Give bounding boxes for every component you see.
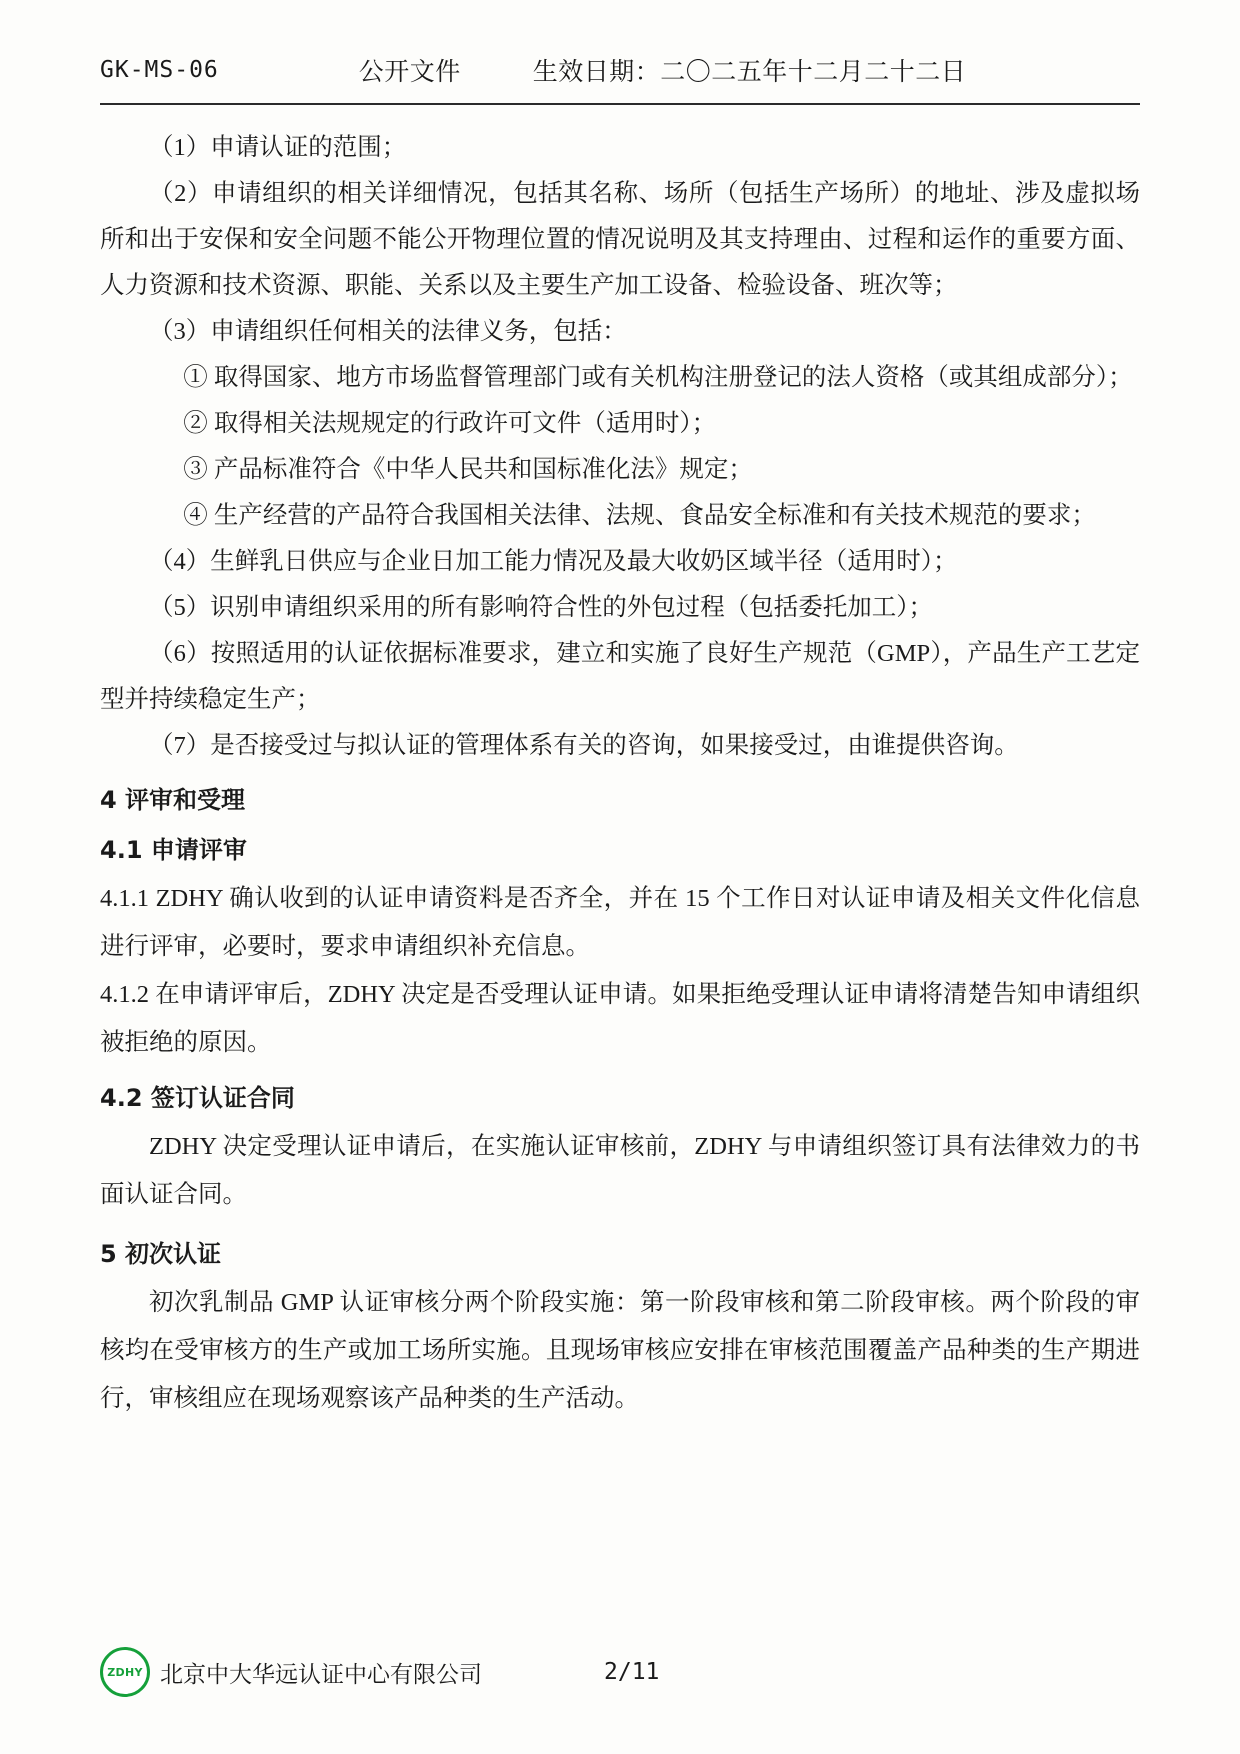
list-item: （2）申请组织的相关详细情况，包括其名称、场所（包括生产场所）的地址、涉及虚拟场所和出于安保和安全问题不能公开物理位置的情况说明及其支持理由、过程和运作的重要方面、人力资源和技术资源、职能、关系以及主要生产加工设备、检验设备、班次等； [100,180,1140,299]
paragraph-5: 初次乳制品 GMP 认证审核分两个阶段实施：第一阶段审核和第二阶段审核。两个阶段的审核均在受审核方的生产或加工场所实施。且现场审核应安排在审核范围覆盖产品种类的生产期进行，审核组应在现场观察该产品种类的生产活动。 [100,1289,1140,1412]
list-item: （6）按照适用的认证依据标准要求，建立和实施了良好生产规范（GMP），产品生产工艺定型并持续稳定生产； [100,640,1140,713]
document-type: 公开文件 [358,57,461,86]
footer-company-name: 北京中大华远认证中心有限公司 [160,1661,482,1688]
company-logo-icon [100,1647,150,1697]
logo-text: ZDHY [107,1665,143,1679]
list-item: ④ 生产经营的产品符合我国相关法律、法规、食品安全标准和有关技术规范的要求； [183,502,1096,529]
section-heading-5: 5 初次认证 [100,1240,222,1268]
list-item: （3）申请组织任何相关的法律义务，包括： [149,318,627,345]
document-body [100,125,1140,1423]
list-item: ② 取得相关法规规定的行政许可文件（适用时）； [183,410,717,437]
page-footer [100,1648,1140,1696]
page-number: 2/11 [604,1659,660,1685]
paragraph-4-1-1: 4.1.1 ZDHY 确认收到的认证申请资料是否齐全，并在 15 个工作日对认证申请及相关文件化信息进行评审，必要时，要求申请组织补充信息。 [100,885,1140,960]
section-heading-4: 4 评审和受理 [100,786,246,814]
list-item: ③ 产品标准符合《中华人民共和国标准化法》规定； [183,456,753,483]
section-heading-4-1: 4.1 申请评审 [100,836,247,864]
paragraph-4-2: ZDHY 决定受理认证申请后，在实施认证审核前，ZDHY 与申请组织签订具有法律效力的书面认证合同。 [100,1133,1140,1208]
header-divider [100,103,1140,105]
list-item: （5）识别申请组织采用的所有影响符合性的外包过程（包括委托加工）； [149,594,933,621]
list-item: （1）申请认证的范围； [149,134,407,161]
page-header [100,42,1140,98]
list-item: （4）生鲜乳日供应与企业日加工能力情况及最大收奶区域半径（适用时）； [149,548,958,575]
paragraph-4-1-2: 4.1.2 在申请评审后，ZDHY 决定是否受理认证申请。如果拒绝受理认证申请将清楚告知申请组织被拒绝的原因。 [100,981,1140,1056]
effective-date: 生效日期：二〇二五年十二月二十二日 [532,57,967,86]
list-item: ① 取得国家、地方市场监督管理部门或有关机构注册登记的法人资格（或其组成部分）； [183,364,1133,391]
list-item: （7）是否接受过与拟认证的管理体系有关的咨询，如果接受过，由谁提供咨询。 [149,732,1019,759]
section-heading-4-2: 4.2 签订认证合同 [100,1084,295,1112]
document-code: GK-MS-06 [100,57,219,83]
